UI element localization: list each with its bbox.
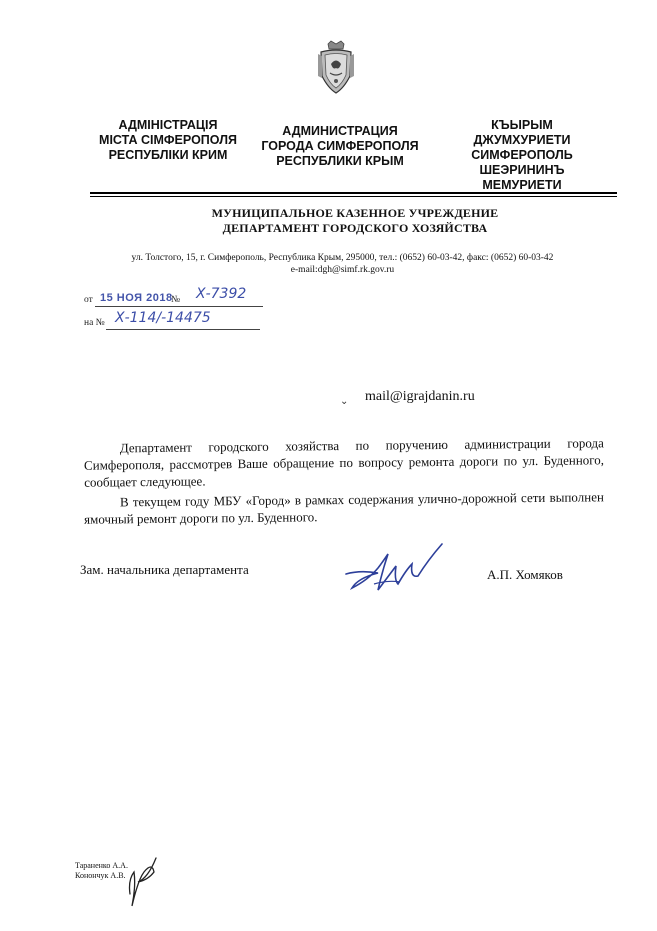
executor-name: Тараненко А.А. [75,861,128,870]
from-label: от [84,295,93,305]
body-paragraph-2 [84,488,604,527]
outgoing-number: Х-7392 [196,286,247,302]
header-cr-line: ШЕЭРИНИНЪ [479,163,565,177]
address-line: ул. Толстого, 15, г. Симферополь, Республика Крым, 295000, тел.: (0652) 60-03-42, факс: (0652) 60-03-42 [131,253,554,263]
organization-line: ДЕПАРТАМЕНТ ГОРОДСКОГО ХОЗЯЙСТВА [222,221,488,235]
header-ru-line: ГОРОДА СИМФЕРОПОЛЯ [261,139,419,153]
header-crimean-tatar [432,118,612,193]
executors-block [75,861,128,881]
reference-underline [106,329,260,330]
executor-name: Конончук А.В. [75,871,126,880]
header-cr-line: МЕМУРИЕТИ [482,178,562,192]
date-stamp: 15 НОЯ 2018 [100,292,173,304]
address-email: e-mail:dgh@simf.rk.gov.ru [290,265,395,275]
header-cr-line: КЪЫРЫМ [491,118,553,132]
paragraph-text: В текущем году МБУ «Город» в рамках содержания улично-дорожной сети выполнен ямочный ремонт дороги по ул. Буденного. [84,489,604,527]
header-russian [250,124,430,169]
executor-signature [124,850,160,910]
handwritten-signature [338,540,448,600]
header-divider-thin [90,196,617,197]
checkmark-icon: ⌄ [340,396,349,407]
signatory-name: А.П. Хомяков [487,567,563,582]
organization-address [80,252,605,276]
header-ukrainian [78,118,258,163]
header-ua-line: РЕСПУБЛІКИ КРИМ [108,148,228,162]
reference-number: Х-114/-14475 [115,310,211,326]
body-paragraph-1 [84,434,605,490]
paragraph-text: Департамент городского хозяйства по поручению администрации города Симферополя, рассмотрев Ваше обращение по вопросу ремонта дороги по ул. Буденного, сообщает следующее. [83,435,605,490]
header-cr-line: СИМФЕРОПОЛЬ [471,148,573,162]
header-cr-line: ДЖУМХУРИЕТИ [473,133,571,147]
reference-label: на № [84,318,105,328]
header-ru-line: РЕСПУБЛИКИ КРЫМ [276,154,404,168]
number-label: № [171,295,181,305]
date-underline [95,306,263,307]
header-ua-line: АДМІНІСТРАЦІЯ [118,118,218,132]
signatory-title: Зам. начальника департамента [80,562,249,577]
header-ru-line: АДМИНИСТРАЦИЯ [282,124,398,138]
recipient-email: mail@igrajdanin.ru [365,389,475,404]
organization-line: МУНИЦИПАЛЬНОЕ КАЗЕННОЕ УЧРЕЖДЕНИЕ [211,206,499,220]
crimea-coat-of-arms-emblem [316,40,356,96]
header-ua-line: МІСТА СІМФЕРОПОЛЯ [99,133,237,147]
organization-name [120,206,590,236]
header-divider-thick [90,192,617,194]
